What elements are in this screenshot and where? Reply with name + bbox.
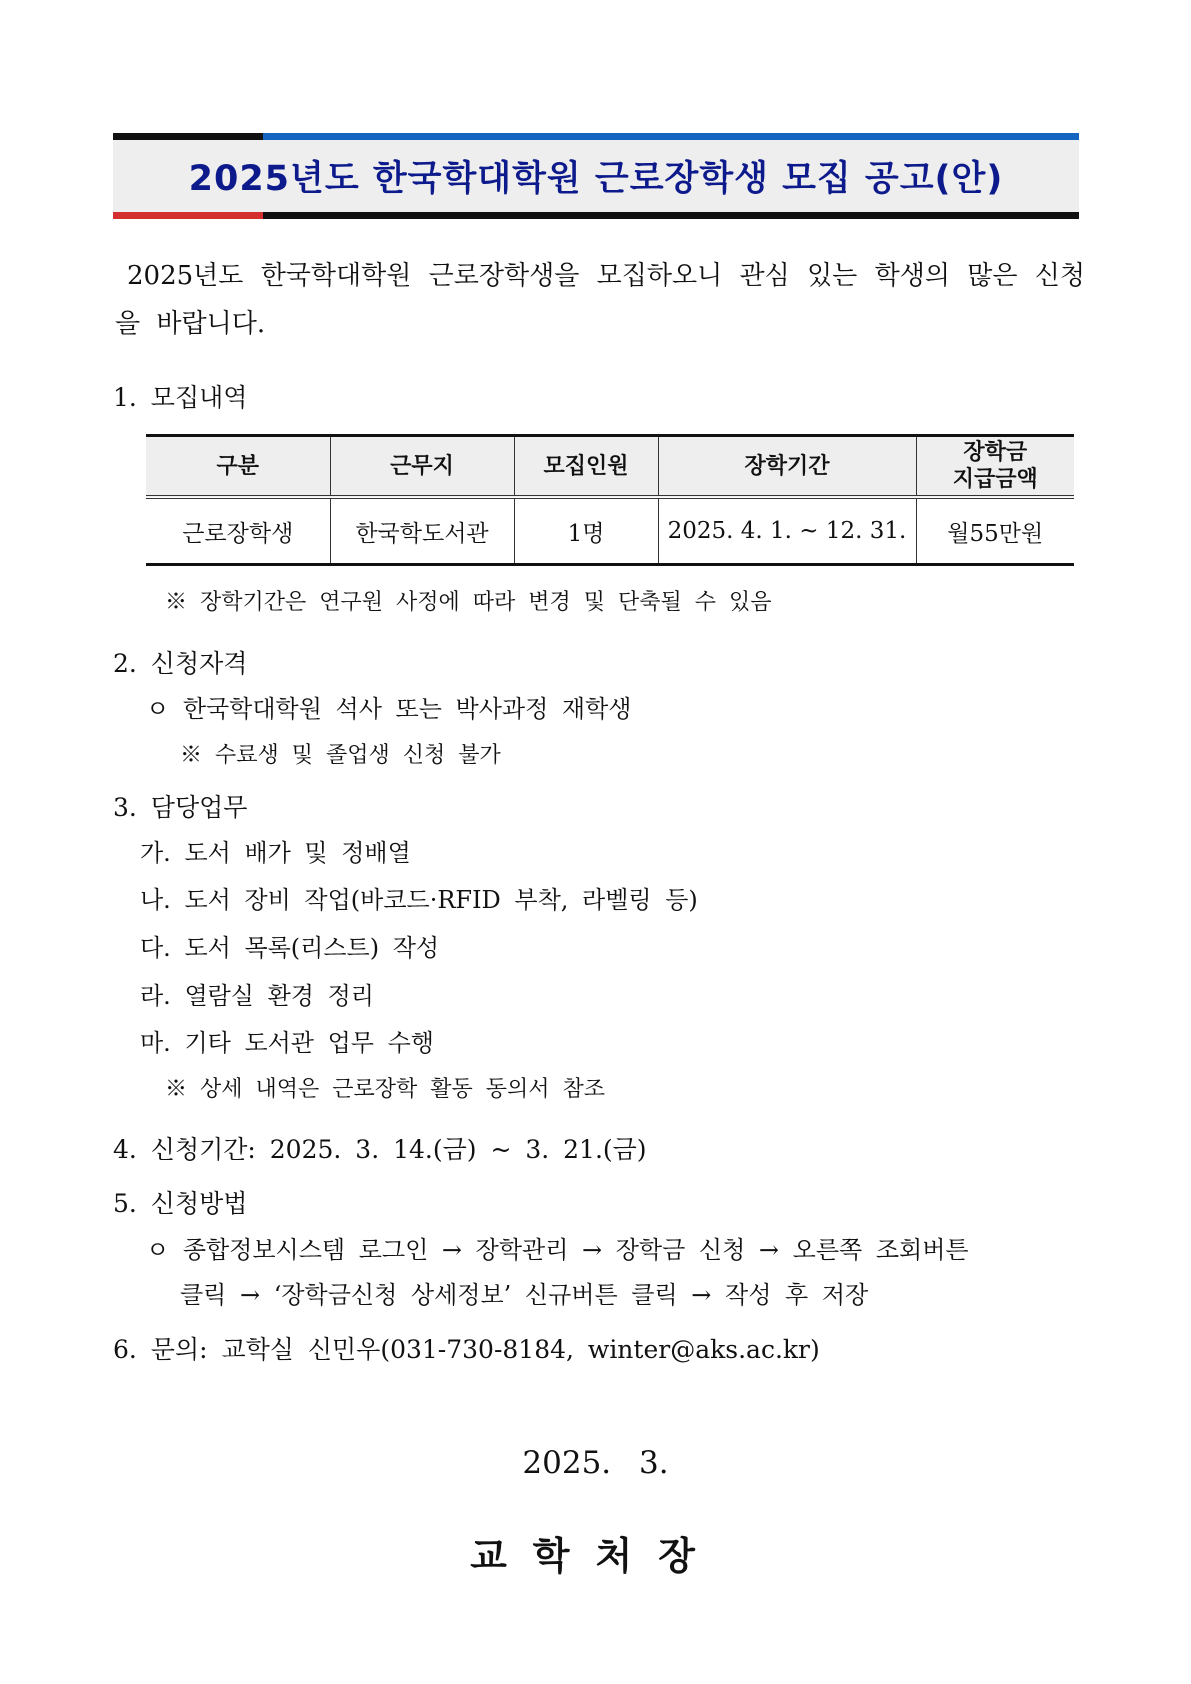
section3-item-5: 마. 기타 도서관 업무 수행 — [140, 1029, 434, 1057]
table-header-row — [146, 436, 1074, 498]
header-workplace: 근무지 — [330, 436, 514, 498]
issue-date: 2025. 3. — [522, 1445, 669, 1481]
cell-amount: 월55만원 — [916, 497, 1074, 565]
section6-heading: 6. 문의: 교학실 신민우(031-730-8184, winter@aks.ac.kr) — [113, 1335, 820, 1364]
section3-item-2: 나. 도서 장비 작업(바코드·RFID 부착, 라벨링 등) — [140, 886, 698, 914]
title-bar-bottom-black — [263, 212, 1079, 219]
section4-heading: 4. 신청기간: 2025. 3. 14.(금) ~ 3. 21.(금) — [113, 1135, 647, 1164]
section5-heading: 5. 신청방법 — [113, 1189, 248, 1218]
intro-paragraph — [115, 252, 1085, 348]
cell-period: 2025. 4. 1. ~ 12. 31. — [658, 497, 916, 565]
header-period: 장학기간 — [658, 436, 916, 498]
title-banner — [113, 133, 1079, 219]
cell-workplace: 한국학도서관 — [330, 497, 514, 565]
header-headcount: 모집인원 — [514, 436, 658, 498]
section3-heading: 3. 담당업무 — [113, 793, 248, 822]
title-bar-top-black — [113, 133, 263, 140]
title-bar-bottom-red — [113, 212, 263, 219]
title-bar-top-blue — [263, 133, 1079, 140]
section2-note: ※ 수료생 및 졸업생 신청 불가 — [180, 743, 501, 768]
section1-heading: 1. 모집내역 — [113, 383, 248, 412]
recruit-table — [146, 434, 1074, 566]
section3-item-4: 라. 열람실 환경 정리 — [140, 982, 374, 1010]
section2-heading: 2. 신청자격 — [113, 649, 248, 678]
header-amount — [916, 436, 1074, 498]
section3-item-3: 다. 도서 목록(리스트) 작성 — [140, 934, 440, 962]
section3-item-1: 가. 도서 배가 및 정배열 — [140, 839, 411, 867]
signer-title: 교학처장 — [470, 1533, 721, 1578]
section3-note: ※ 상세 내역은 근로장학 활동 동의서 참조 — [165, 1077, 605, 1102]
header-category: 구분 — [146, 436, 330, 498]
header-amount-line1: 장학금 — [963, 440, 1028, 465]
section5-line1: ㅇ 종합정보시스템 로그인 → 장학관리 → 장학금 신청 → 오른쪽 조회버튼 — [146, 1236, 969, 1264]
section5-line2: 클릭 → ‘장학금신청 상세정보’ 신규버튼 클릭 → 작성 후 저장 — [180, 1281, 869, 1309]
header-amount-line2: 지급금액 — [952, 467, 1038, 492]
intro-text: 2025년도 한국학대학원 근로장학생을 모집하오니 관심 있는 학생의 많은 신청을 바랍니다. — [115, 261, 1085, 339]
section2-item: ㅇ 한국학대학원 석사 또는 박사과정 재학생 — [146, 695, 632, 723]
table-row — [146, 497, 1074, 565]
cell-headcount: 1명 — [514, 497, 658, 565]
document-title: 2025년도 한국학대학원 근로장학생 모집 공고(안) — [188, 159, 1004, 199]
section1-note: ※ 장학기간은 연구원 사정에 따라 변경 및 단축될 수 있음 — [165, 590, 772, 615]
cell-category: 근로장학생 — [146, 497, 330, 565]
